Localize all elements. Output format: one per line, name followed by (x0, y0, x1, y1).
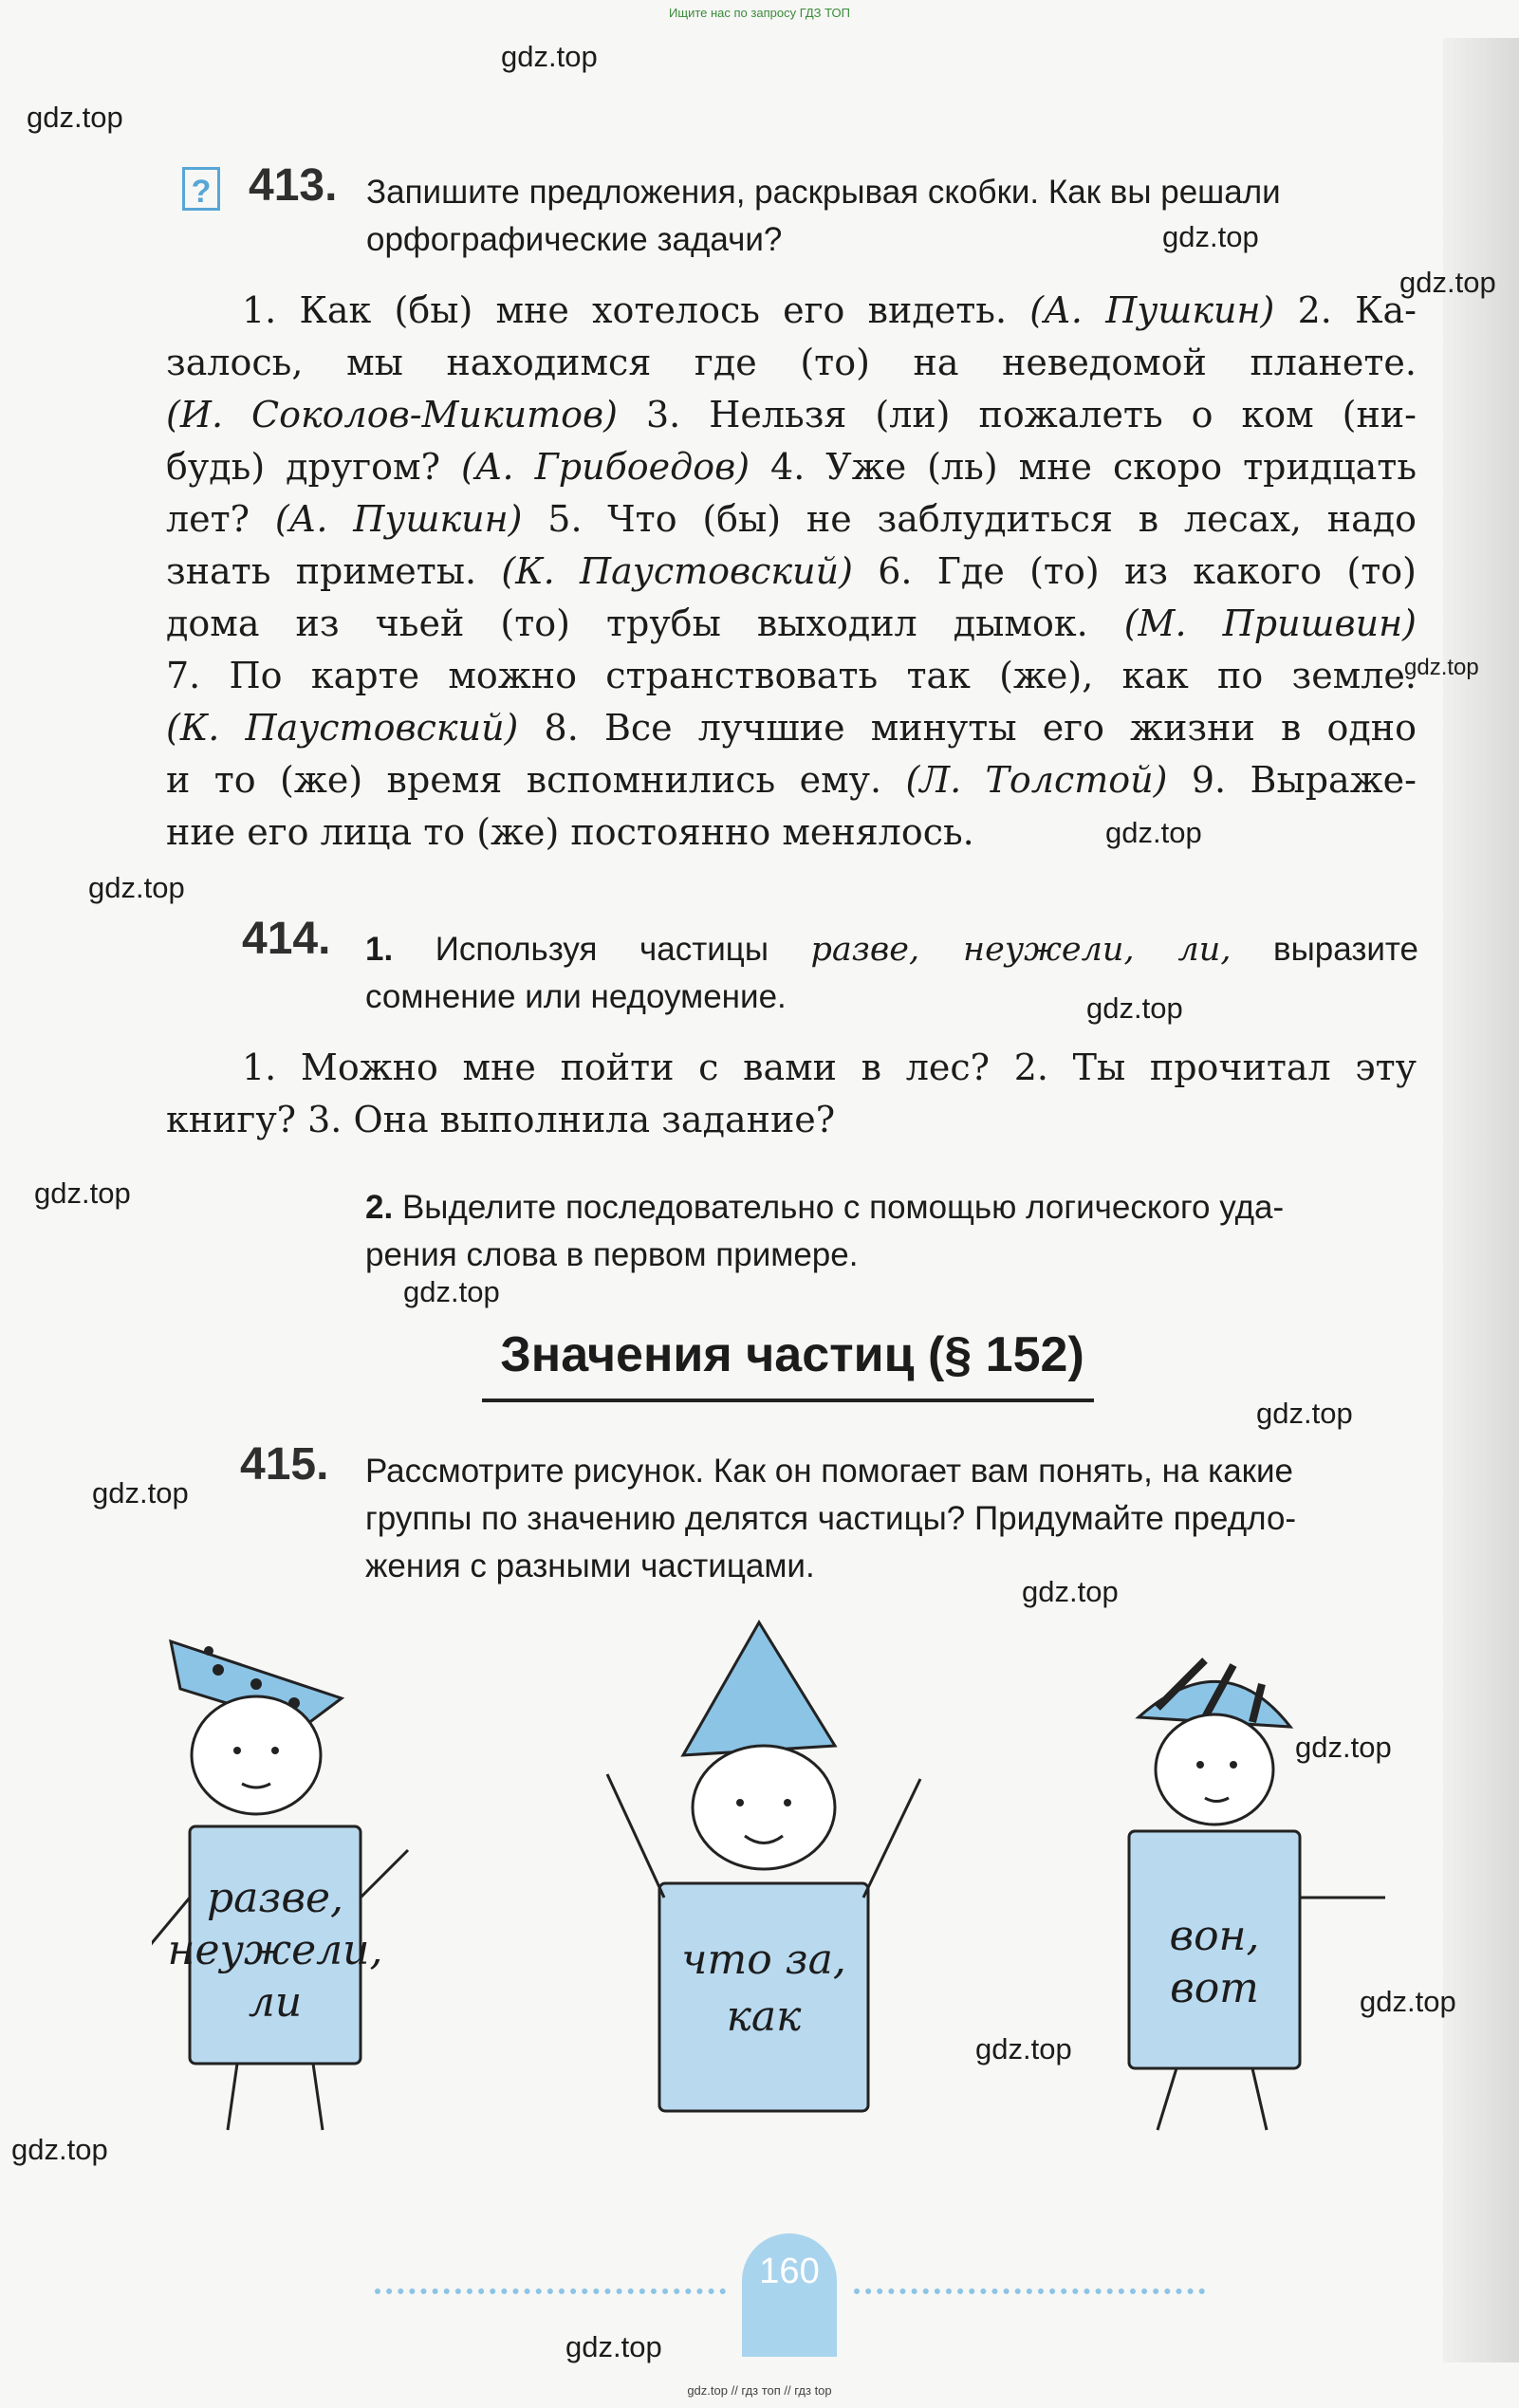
text-line: 1. Можно мне пойти с вами в лес? 2. Ты прочитал эту (242, 1047, 1417, 1088)
face (192, 1696, 321, 1814)
text-run: лет? (166, 498, 275, 540)
exercise-number: 414. (242, 914, 331, 964)
top-banner[interactable]: Ищите нас по запросу ГДЗ ТОП (669, 6, 850, 20)
kid-figure (152, 1641, 408, 2130)
text-run: залось, мы находимся где (то) на неведомой планете. (166, 342, 1417, 383)
task-line: сомнение или недоумение. (365, 978, 787, 1015)
text-run: 6. Где (то) из какого (то) (852, 550, 1417, 592)
exercise-task (366, 169, 1419, 264)
text-run: дома из чьей (то) трубы выходил дымок. (166, 602, 1124, 644)
text-line (166, 337, 1417, 389)
card-word: как (726, 1992, 802, 2041)
watermark: gdz.top (1022, 1575, 1119, 1608)
watermark: gdz.top (1295, 1731, 1392, 1764)
exercise-task (365, 1448, 1418, 1590)
watermark: gdz.top (565, 2330, 662, 2363)
text-line (166, 389, 1417, 441)
kid-figure (1129, 1660, 1385, 2130)
face (1156, 1714, 1273, 1825)
task-line: группы по значению делятся частицы? Придумайте предло- (365, 1500, 1297, 1537)
text-line (166, 493, 1417, 546)
text-run: ние его лица то (же) постоянно менялось. (166, 811, 974, 853)
watermark: gdz.top (403, 1275, 500, 1308)
watermark: gdz.top (27, 101, 123, 134)
text-line (166, 441, 1417, 493)
author-name: (А. Пушкин) (274, 498, 523, 540)
text-line (166, 598, 1417, 650)
card-word: ли (248, 1978, 303, 2027)
part-number: 2. (365, 1189, 394, 1226)
author-name: (К. Паустовский) (501, 550, 853, 592)
text-line: книгу? 3. Она выполнила задание? (166, 1099, 836, 1140)
card-word: вот (1170, 1964, 1259, 2012)
exercise-text (166, 1042, 1417, 1146)
card-word: неужели, (167, 1926, 383, 1974)
watermark: gdz.top (1360, 1985, 1456, 2018)
text-run: 7. По карте можно странствовать так (же), как по земле. (166, 655, 1417, 696)
task-text: Выделите последовательно с помощью логического уда- (401, 1189, 1285, 1226)
text-run: 5. Что (бы) не заблудиться в лесах, надо (522, 498, 1417, 540)
text-run: 2. Ка- (1274, 289, 1417, 331)
footer-dots-right (854, 2288, 1205, 2294)
watermark: gdz.top (975, 2032, 1072, 2065)
page-number: 160 (742, 2233, 837, 2357)
text-line (166, 754, 1417, 806)
text-line (166, 650, 1417, 702)
watermark: gdz.top (88, 871, 185, 904)
text-run: 9. Выраже- (1167, 759, 1417, 801)
card-word: разве, (206, 1874, 344, 1922)
bottom-banner[interactable]: gdz.top // гдз топ // гдз top (687, 2383, 832, 2398)
watermark: gdz.top (1105, 816, 1202, 849)
section-heading: Значения частиц (§ 152) (500, 1327, 1084, 1382)
author-name: (К. Паустовский) (166, 707, 519, 749)
question-icon: ? (182, 167, 220, 211)
face (693, 1746, 835, 1869)
text-line (166, 702, 1417, 754)
text-line (166, 546, 1417, 598)
task-line: орфографические задачи? (366, 221, 783, 258)
text-run: 4. Уже (ль) мне скоро тридцать (750, 446, 1417, 488)
text-run: и то (же) время вспомнились ему. (166, 759, 906, 801)
watermark: gdz.top (1404, 655, 1479, 680)
text-run: 3. Нельзя (ли) пожалеть о ком (ни- (618, 394, 1417, 435)
watermark: gdz.top (92, 1476, 189, 1510)
text-line (166, 806, 1417, 859)
watermark: gdz.top (11, 2133, 108, 2166)
part-number: 1. (365, 931, 394, 968)
text-line (166, 285, 1417, 337)
particles: разве, неужели, ли, (810, 931, 1232, 969)
watermark: gdz.top (1162, 220, 1259, 253)
children-illustration (152, 1613, 1452, 2144)
task-line: Рассмотрите рисунок. Как он помогает вам понять, на какие (365, 1453, 1293, 1490)
card-word: вон, (1169, 1912, 1260, 1960)
watermark: gdz.top (1086, 991, 1183, 1025)
exercise-task (365, 1184, 1418, 1279)
exercise-task (365, 926, 1418, 1021)
text-run: 8. Все лучшие минуты его жизни в одно (518, 707, 1417, 749)
watermark: gdz.top (34, 1176, 131, 1210)
footer-dots-left (375, 2288, 726, 2294)
task-text: Используя частицы (435, 931, 811, 968)
watermark: gdz.top (501, 40, 598, 73)
watermark: gdz.top (1256, 1397, 1353, 1430)
task-text: выразите (1231, 931, 1419, 968)
author-name: (М. Пришвин) (1123, 602, 1417, 644)
exercise-number: 413. (249, 160, 338, 211)
exercise-text (166, 285, 1417, 859)
task-line: рения слова в первом примере. (365, 1236, 859, 1273)
author-name: (И. Соколов-Микитов) (166, 394, 618, 435)
heading-underline (482, 1398, 1094, 1402)
author-name: (А. Пушкин) (1029, 289, 1275, 331)
text-run: будь) другом? (166, 446, 461, 488)
card-word: что за, (681, 1936, 846, 1984)
task-line: жения с разными частицами. (365, 1547, 815, 1584)
kid-figure (607, 1622, 920, 2111)
text-run: знать приметы. (166, 550, 502, 592)
task-line (365, 1184, 1418, 1232)
cone-hat (683, 1622, 835, 1755)
watermark: gdz.top (1399, 266, 1496, 299)
task-line (365, 926, 1418, 973)
author-name: (А. Грибоедов) (460, 446, 750, 488)
text-run: 1. Как (бы) мне хотелось его видеть. (242, 289, 1030, 331)
author-name: (Л. Толстой) (905, 759, 1168, 801)
exercise-number: 415. (240, 1439, 329, 1490)
task-line: Запишите предложения, раскрывая скобки. Как вы решали (366, 174, 1281, 211)
